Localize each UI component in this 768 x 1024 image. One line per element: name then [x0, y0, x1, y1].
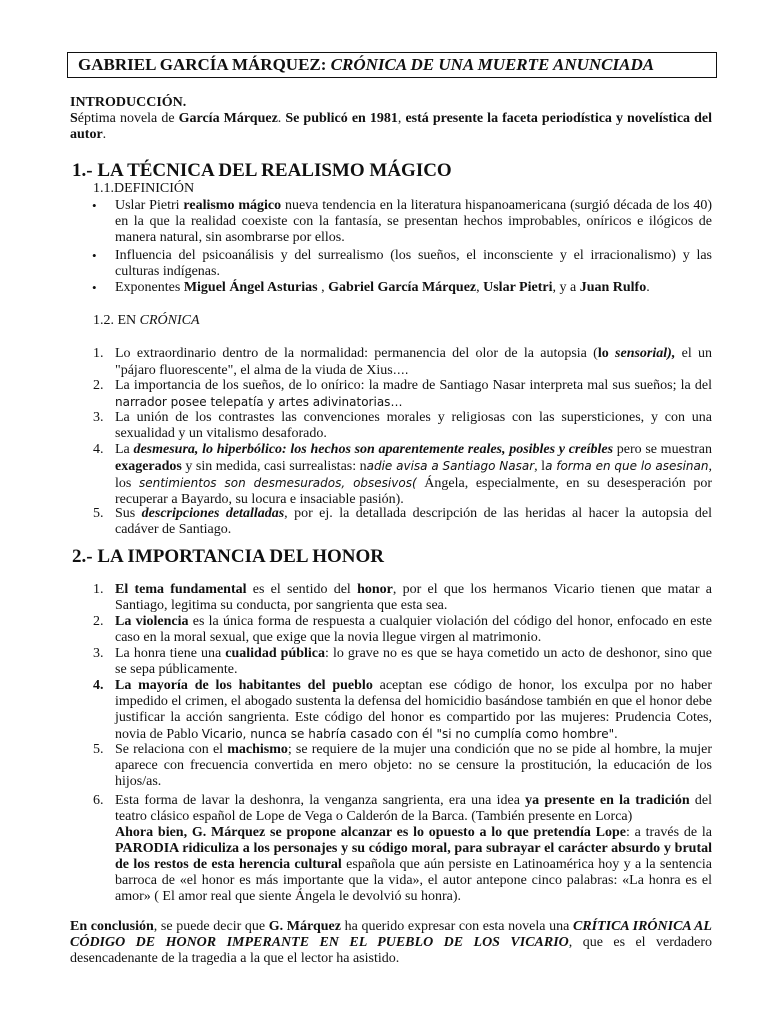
title-prefix: GABRIEL GARCÍA MÁRQUEZ:	[78, 55, 331, 74]
section1-subheading-cronica: 1.2. EN CRÓNICA	[93, 313, 200, 328]
list-number: 4.	[93, 442, 104, 457]
list-number: 3.	[93, 646, 104, 661]
bullet-marker: •	[92, 198, 97, 213]
cronica-item-2: La importancia de los sueños, de lo onírico: la madre de Santiago Nasar interpreta mal sus sueños; la del narrador posee telepatía y artes adivinatorias…	[115, 378, 712, 409]
definition-bullet-1: Uslar Pietri realismo mágico nueva tendencia en la literatura hispanoamericana (surgió década de los 40) en la que la realidad coexiste con la fantasía, se presentan hechos improbables, oníricos e ilógicos de manera natural, sin asombrarse por ellos.	[115, 198, 713, 245]
list-number: 5.	[93, 742, 104, 757]
honor-item-6: Esta forma de lavar la deshonra, la venganza sangrienta, era una idea ya presente en la tradición del teatro clásico español de Lope de Vega o Calderón de la Barca. (También presente en Lorca)	[115, 793, 712, 824]
title-italic: CRÓNICA DE UNA MUERTE ANUNCIADA	[330, 55, 655, 74]
list-number: 1.	[93, 346, 104, 361]
honor-item-5: Se relaciona con el machismo; se requiere de la mujer una condición que no se pide al hombre, la mujer aparece con frecuencia convertida en mero objeto: no se censure la prostitución, la educación de los hijos/as.	[115, 742, 712, 789]
honor-item-6-continuation: Ahora bien, G. Márquez se propone alcanzar es lo opuesto a lo que pretendía Lope: a través de la PARODIA ridiculiza a los personajes y su código moral, para subrayar el carácter absurdo y brutal de los restos de esta herencia cultural española que aún persiste en Latinoamérica hoy y a la sentencia barroca de «el honor es más importante que la vida», el autor antepone cinco palabras: «La honra es el amor» ( El amor real que siente Ángela le devolvió su honra).	[115, 825, 712, 904]
intro-heading: INTRODUCCIÓN.	[70, 95, 187, 110]
list-number: 5.	[93, 506, 104, 521]
list-number: 2.	[93, 378, 104, 393]
section1-heading: 1.- LA TÉCNICA DEL REALISMO MÁGICO	[72, 160, 452, 181]
conclusion-paragraph: En conclusión, se puede decir que G. Márquez ha querido expresar con esta novela una CRÍTICA IRÓNICA AL CÓDIGO DE HONOR IMPERANTE EN EL PUEBLO DE LOS VICARIO, que es el verdadero desencadenante de la tragedia a la que el lector ha asistido.	[70, 919, 712, 966]
section1-subheading-definicion: 1.1.DEFINICIÓN	[93, 181, 195, 196]
document-title	[67, 52, 717, 78]
list-number: 4.	[93, 678, 104, 693]
cronica-item-5: Sus descripciones detalladas, por ej. la detallada descripción de las heridas al hacer la autopsia del cadáver de Santiago.	[115, 506, 712, 537]
list-number: 6.	[93, 793, 104, 808]
honor-item-4: La mayoría de los habitantes del pueblo aceptan ese código de honor, los exculpa por no haber impedido el crimen, el abogado sustenta la defensa del homicidio basándose también en que el honor debe justificar la acción sangrienta. Este código del honor es compartido por las mujeres: Prudencia Cotes, novia de Pablo Vicario, nunca se habría casado con él "si no cumplía como hombre".	[115, 678, 712, 742]
intro-paragraph: Séptima novela de García Márquez. Se publicó en 1981, está presente la faceta periodística y novelística del autor.	[70, 111, 712, 142]
honor-item-2: La violencia es la única forma de respuesta a cualquier violación del código del honor, enfocado en este caso en la moral sexual, que exige que la novia llegue virgen al matrimonio.	[115, 614, 712, 645]
list-number: 3.	[93, 410, 104, 425]
definition-bullet-3: Exponentes Miguel Ángel Asturias , Gabriel García Márquez, Uslar Pietri, y a Juan Rulfo.	[115, 280, 650, 295]
cronica-item-4: La desmesura, lo hiperbólico: los hechos son aparentemente reales, posibles y creíbles pero se muestran exagerados y sin medida, casi surrealistas: nadie avisa a Santiago Nasar, la forma en que lo asesinan, los sentimientos son desmesurados, obsesivos( Ángela, especialmente, en su desesperación por recuperar a Bayardo, su locura e insaciable pasión).	[115, 442, 712, 507]
list-number: 1.	[93, 582, 104, 597]
definition-bullet-2: Influencia del psicoanálisis y del surrealismo (los sueños, el inconsciente y el irracionalismo) y las culturas indígenas.	[115, 248, 712, 279]
section2-heading: 2.- LA IMPORTANCIA DEL HONOR	[72, 546, 384, 567]
cronica-item-3: La unión de los contrastes las convenciones morales y religiosas con las supersticiones, y con una sexualidad y un vitalismo desaforado.	[115, 410, 712, 441]
bullet-marker: •	[92, 248, 97, 263]
list-number: 2.	[93, 614, 104, 629]
honor-item-3: La honra tiene una cualidad pública: lo grave no es que se haya cometido un acto de deshonor, sino que se sepa públicamente.	[115, 646, 713, 677]
bullet-marker: •	[92, 280, 97, 295]
honor-item-1: El tema fundamental es el sentido del honor, por el que los hermanos Vicario tienen que matar a Santiago, legitima su conducta, por sangrienta que esta sea.	[115, 582, 712, 613]
cronica-item-1: Lo extraordinario dentro de la normalidad: permanencia del olor de la autopsia (lo sensorial), el un "pájaro fluorescente", el alma de la viuda de Xius….	[115, 346, 713, 378]
